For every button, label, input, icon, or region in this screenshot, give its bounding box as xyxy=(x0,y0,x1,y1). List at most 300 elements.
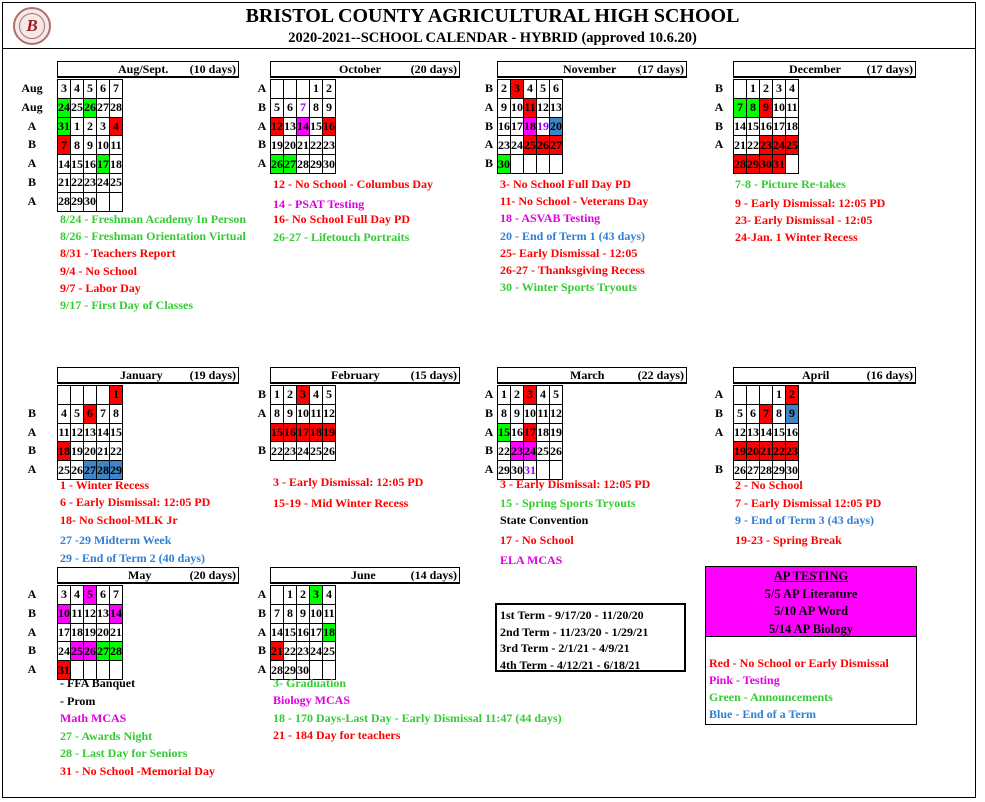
rotation-day-label: Aug xyxy=(21,81,43,95)
day-cell: 1 xyxy=(110,386,123,405)
week-row xyxy=(498,98,563,117)
rotation-day-label: A xyxy=(484,99,494,114)
day-cell: 14 xyxy=(110,604,123,623)
day-cell: 24 xyxy=(58,642,71,661)
term-line: 1st Term - 9/17/20 - 11/20/20 xyxy=(500,608,644,622)
calendar-note: 18 - ASVAB Testing xyxy=(500,211,601,226)
day-cell: 9 xyxy=(297,604,310,623)
empty-day-cell xyxy=(97,192,110,211)
day-cell: 12 xyxy=(71,423,84,442)
day-cell: 22 xyxy=(498,442,511,461)
day-cell: 6 xyxy=(97,586,110,605)
calendar-note: 26-27 - Thanksgiving Recess xyxy=(500,263,645,277)
day-cell: 12 xyxy=(323,404,336,423)
calendar-note: 15 - Spring Sports Tryouts xyxy=(500,496,636,510)
day-cell: 18 xyxy=(524,117,537,136)
day-cell: 3 xyxy=(511,80,524,99)
day-cell: 16 xyxy=(297,623,310,642)
week-row xyxy=(58,586,123,605)
month-grid xyxy=(270,79,336,174)
rotation-day-label: A xyxy=(484,137,494,152)
week-row xyxy=(58,604,123,623)
day-cell: 29 xyxy=(110,461,123,480)
day-cell: 11 xyxy=(71,604,84,623)
day-cell: 10 xyxy=(310,604,323,623)
day-cell: 5 xyxy=(71,404,84,423)
rotation-day-label: B xyxy=(714,118,723,133)
rotation-day-label: B xyxy=(484,118,493,133)
month-name: June xyxy=(351,568,376,582)
day-cell: 16 xyxy=(323,117,336,136)
day-cell: 12 xyxy=(537,98,550,117)
day-cell: 3 xyxy=(310,586,323,605)
calendar-note: 26-27 - Lifetouch Portraits xyxy=(273,230,410,244)
rotation-day-label: B xyxy=(484,443,493,458)
day-cell: 15 xyxy=(71,155,84,174)
day-cell: 6 xyxy=(97,80,110,99)
calendar-note: 27 - Awards Night xyxy=(60,728,153,743)
rotation-day-label: B xyxy=(714,405,723,420)
day-cell: 27 xyxy=(550,136,563,155)
day-cell: 29 xyxy=(747,155,760,174)
month-name: October xyxy=(339,62,381,76)
day-cell: 21 xyxy=(734,136,747,155)
day-cell: 9 xyxy=(498,98,511,117)
day-cell: 14 xyxy=(97,423,110,442)
empty-day-cell xyxy=(747,386,760,405)
calendar-note: 9/7 - Labor Day xyxy=(60,280,141,295)
week-row xyxy=(271,604,336,623)
day-cell: 2 xyxy=(84,117,97,136)
week-row xyxy=(271,423,336,442)
day-cell: 26 xyxy=(550,442,563,461)
week-row xyxy=(734,461,799,480)
day-cell: 11 xyxy=(58,423,71,442)
calendar-note: 14 - PSAT Testing xyxy=(273,197,365,211)
day-cell: 18 xyxy=(310,423,323,442)
day-cell: 23 xyxy=(498,136,511,155)
month-grid xyxy=(733,79,799,174)
day-cell: 31 xyxy=(58,661,71,680)
day-cell: 3 xyxy=(524,386,537,405)
day-cell: 6 xyxy=(747,404,760,423)
day-cell: 30 xyxy=(511,461,524,480)
day-cell: 19 xyxy=(323,423,336,442)
day-cell: 5 xyxy=(271,98,284,117)
day-cell: 29 xyxy=(284,661,297,680)
week-row xyxy=(58,98,123,117)
color-legend xyxy=(705,637,917,725)
week-row xyxy=(271,386,336,405)
month-name: November xyxy=(563,62,617,76)
day-cell: 18 xyxy=(58,442,71,461)
ap-testing-item: 5/14 AP Biology xyxy=(768,621,854,636)
rotation-day-label: A xyxy=(27,462,37,477)
day-cell: 27 xyxy=(97,98,110,117)
day-cell: 24 xyxy=(773,136,786,155)
rotation-day-label: B xyxy=(27,643,36,658)
calendar-note: Math MCAS xyxy=(60,711,127,726)
ap-testing-box xyxy=(705,566,917,637)
ap-testing-title: AP TESTING xyxy=(773,569,849,583)
day-cell: 11 xyxy=(537,404,550,423)
day-cell: 14 xyxy=(734,117,747,136)
day-cell: 24 xyxy=(58,98,71,117)
week-row xyxy=(734,155,799,174)
day-cell: 4 xyxy=(537,386,550,405)
term-line: 4th Term - 4/12/21 - 6/18/21 xyxy=(500,657,641,672)
month-day-count: (20 days) xyxy=(189,568,236,582)
day-cell: 29 xyxy=(498,461,511,480)
day-cell: 25 xyxy=(58,461,71,480)
day-cell: 30 xyxy=(498,155,511,174)
day-cell: 20 xyxy=(550,117,563,136)
month-name: April xyxy=(802,368,830,382)
empty-day-cell xyxy=(786,155,799,174)
empty-day-cell xyxy=(734,80,747,99)
calendar-note: 3 - Early Dismissal: 12:05 PD xyxy=(273,475,424,489)
day-cell: 17 xyxy=(97,155,110,174)
calendar-note: 2 - No School xyxy=(735,478,803,492)
calendar-note: State Convention xyxy=(500,513,589,527)
day-cell: 25 xyxy=(71,642,84,661)
day-cell: 23 xyxy=(284,442,297,461)
day-cell: 28 xyxy=(58,192,71,211)
day-cell: 26 xyxy=(84,642,97,661)
day-cell: 8 xyxy=(747,98,760,117)
day-cell: 10 xyxy=(97,136,110,155)
day-cell: 5 xyxy=(84,586,97,605)
day-cell: 31 xyxy=(58,117,71,136)
day-cell: 28 xyxy=(271,661,284,680)
day-cell: 8 xyxy=(71,136,84,155)
day-cell: 1 xyxy=(71,117,84,136)
calendar-note: 20 - End of Term 1 (43 days) xyxy=(500,228,646,243)
day-cell: 3 xyxy=(297,386,310,405)
month-title xyxy=(497,61,687,78)
month-name: May xyxy=(128,568,152,582)
day-cell: 20 xyxy=(97,623,110,642)
day-cell: 3 xyxy=(773,80,786,99)
empty-day-cell xyxy=(550,155,563,174)
rotation-day-label: B xyxy=(484,405,493,420)
day-cell: 26 xyxy=(84,98,97,117)
day-cell: 14 xyxy=(271,623,284,642)
calendar-note: 7-8 - Picture Re-takes xyxy=(735,177,846,191)
calendar-note: 8/24 - Freshman Academy In Person xyxy=(60,212,247,226)
rotation-day-label: A xyxy=(257,156,267,171)
day-cell: 15 xyxy=(271,423,284,442)
day-cell: 27 xyxy=(84,461,97,480)
month-title xyxy=(497,367,687,384)
day-cell: 10 xyxy=(58,604,71,623)
rotation-day-label: B xyxy=(257,443,266,458)
week-row xyxy=(271,623,336,642)
rotation-day-label: B xyxy=(257,387,266,401)
day-cell: 20 xyxy=(84,442,97,461)
calendar-note: Biology MCAS xyxy=(273,693,351,707)
day-cell: 7 xyxy=(110,80,123,99)
week-row xyxy=(58,423,123,442)
week-row xyxy=(498,117,563,136)
calendar-note: 1 - Winter Recess xyxy=(60,478,149,492)
calendar-note: 23- Early Dismissal - 12:05 xyxy=(735,213,873,227)
calendar-note: 27 -29 Midterm Week xyxy=(60,533,172,547)
calendar-note: 25- Early Dismissal - 12:05 xyxy=(500,245,638,260)
day-cell: 22 xyxy=(773,442,786,461)
day-cell: 16 xyxy=(498,117,511,136)
day-cell: 8 xyxy=(271,404,284,423)
school-seal-logo: B xyxy=(13,7,51,45)
month-grid xyxy=(57,385,123,480)
day-cell: 25 xyxy=(71,98,84,117)
day-cell: 3 xyxy=(58,80,71,99)
term-line: 2nd Term - 11/23/20 - 1/29/21 xyxy=(500,624,649,639)
day-cell: 1 xyxy=(498,386,511,405)
day-cell: 16 xyxy=(84,155,97,174)
empty-day-cell xyxy=(58,386,71,405)
day-cell: 27 xyxy=(284,155,297,174)
calendar-note: 7 - Early Dismissal 12:05 PD xyxy=(735,496,882,510)
week-row xyxy=(271,80,336,99)
day-cell: 14 xyxy=(297,117,310,136)
empty-day-cell xyxy=(271,586,284,605)
day-cell: 15 xyxy=(498,423,511,442)
day-cell: 24 xyxy=(511,136,524,155)
day-cell: 16 xyxy=(511,423,524,442)
month-day-count: (14 days) xyxy=(410,568,457,582)
day-cell: 26 xyxy=(734,461,747,480)
week-row xyxy=(58,117,123,136)
month-title xyxy=(270,567,460,584)
calendar-note: - FFA Banquet xyxy=(60,676,136,690)
day-cell: 3 xyxy=(97,117,110,136)
day-cell: 30 xyxy=(297,661,310,680)
day-cell: 4 xyxy=(524,80,537,99)
week-row xyxy=(271,642,336,661)
calendar-note: 15-19 - Mid Winter Recess xyxy=(273,496,409,510)
rotation-day-label: Aug xyxy=(21,99,43,114)
day-cell: 15 xyxy=(773,423,786,442)
day-cell: 11 xyxy=(310,404,323,423)
day-cell: 12 xyxy=(734,423,747,442)
empty-day-cell xyxy=(271,80,284,99)
month-grid xyxy=(270,385,336,461)
rotation-day-label: B xyxy=(27,405,36,420)
day-cell: 17 xyxy=(511,117,524,136)
calendar-note: - Prom xyxy=(60,693,96,708)
day-cell: 10 xyxy=(524,404,537,423)
week-row xyxy=(271,98,336,117)
rotation-day-label: A xyxy=(27,587,37,601)
calendar-note: 9/17 - First Day of Classes xyxy=(60,298,193,312)
day-cell: 18 xyxy=(110,155,123,174)
day-cell: 3 xyxy=(58,586,71,605)
day-cell: 26 xyxy=(323,442,336,461)
day-cell: 24 xyxy=(524,442,537,461)
day-cell: 24 xyxy=(97,173,110,192)
day-cell: 23 xyxy=(323,136,336,155)
day-cell: 4 xyxy=(58,404,71,423)
week-row xyxy=(271,136,336,155)
day-cell: 13 xyxy=(747,423,760,442)
week-row xyxy=(58,173,123,192)
day-cell: 20 xyxy=(284,136,297,155)
day-cell: 14 xyxy=(760,423,773,442)
legend-blue: Blue - End of a Term xyxy=(709,707,817,721)
day-cell: 25 xyxy=(310,442,323,461)
legend-pink: Pink - Testing xyxy=(709,673,780,687)
calendar-note: 12 - No School - Columbus Day xyxy=(273,177,434,191)
day-cell: 19 xyxy=(271,136,284,155)
week-row xyxy=(58,442,123,461)
calendar-note: 3 - Early Dismissal: 12:05 PD xyxy=(500,477,651,491)
day-cell: 26 xyxy=(271,155,284,174)
day-cell: 7 xyxy=(58,136,71,155)
day-cell: 25 xyxy=(786,136,799,155)
day-cell: 19 xyxy=(550,423,563,442)
empty-day-cell xyxy=(284,80,297,99)
rotation-day-label: B xyxy=(484,156,493,171)
rotation-day-label: A xyxy=(257,81,267,95)
day-cell: 1 xyxy=(284,586,297,605)
rotation-day-label: A xyxy=(27,156,37,171)
rotation-day-label: A xyxy=(27,662,37,677)
day-cell: 19 xyxy=(734,442,747,461)
month-day-count: (16 days) xyxy=(866,368,913,382)
header-divider xyxy=(3,48,976,49)
day-cell: 25 xyxy=(110,173,123,192)
day-cell: 17 xyxy=(58,623,71,642)
week-row xyxy=(58,404,123,423)
day-cell: 5 xyxy=(537,80,550,99)
day-cell: 4 xyxy=(71,80,84,99)
rotation-day-label: A xyxy=(257,405,267,420)
day-cell: 25 xyxy=(524,136,537,155)
week-row xyxy=(58,80,123,99)
rotation-day-label: B xyxy=(27,175,36,189)
month-grid xyxy=(270,585,336,680)
rotation-day-label: A xyxy=(257,118,267,133)
empty-day-cell xyxy=(110,192,123,211)
rotation-day-label: A xyxy=(484,424,494,439)
day-cell: 7 xyxy=(271,604,284,623)
day-cell: 16 xyxy=(786,423,799,442)
empty-day-cell xyxy=(97,386,110,405)
empty-day-cell xyxy=(297,80,310,99)
month-grid xyxy=(497,385,563,480)
rotation-day-label: A xyxy=(257,662,267,677)
rotation-day-label: B xyxy=(27,137,36,152)
week-row xyxy=(58,136,123,155)
empty-day-cell xyxy=(734,386,747,405)
month-title xyxy=(733,61,916,78)
day-cell: 10 xyxy=(511,98,524,117)
calendar-note: 3- Graduation xyxy=(273,676,347,690)
calendar-note: 16- No School Full Day PD xyxy=(273,212,411,226)
day-cell: 11 xyxy=(786,98,799,117)
rotation-day-label: A xyxy=(714,424,724,439)
day-cell: 11 xyxy=(524,98,537,117)
day-cell: 5 xyxy=(550,386,563,405)
week-row xyxy=(734,386,799,405)
day-cell: 22 xyxy=(71,173,84,192)
week-row xyxy=(271,586,336,605)
day-cell: 21 xyxy=(297,136,310,155)
day-cell: 25 xyxy=(323,642,336,661)
day-cell: 8 xyxy=(110,404,123,423)
day-cell: 18 xyxy=(71,623,84,642)
day-cell: 13 xyxy=(97,604,110,623)
day-cell: 8 xyxy=(498,404,511,423)
day-cell: 4 xyxy=(323,586,336,605)
week-row xyxy=(271,117,336,136)
day-cell: 13 xyxy=(284,117,297,136)
day-cell: 28 xyxy=(760,461,773,480)
month-day-count: (22 days) xyxy=(637,368,684,382)
day-cell: 21 xyxy=(110,623,123,642)
term-line: 3rd Term - 2/1/21 - 4/9/21 xyxy=(500,641,630,656)
calendar-note: 11- No School - Veterans Day xyxy=(500,194,649,209)
day-cell: 26 xyxy=(537,136,550,155)
month-title xyxy=(57,61,239,78)
day-cell: 15 xyxy=(110,423,123,442)
rotation-day-label: A xyxy=(27,193,37,208)
terms-box xyxy=(495,603,686,672)
empty-day-cell xyxy=(524,155,537,174)
week-row xyxy=(271,404,336,423)
day-cell: 28 xyxy=(734,155,747,174)
calendar-note: 18- No School-MLK Jr xyxy=(60,513,178,527)
day-cell: 1 xyxy=(747,80,760,99)
month-title xyxy=(733,367,916,384)
day-cell: 28 xyxy=(110,642,123,661)
day-cell: 22 xyxy=(310,136,323,155)
rotation-day-label: A xyxy=(27,624,37,639)
month-name: February xyxy=(331,368,380,382)
week-row xyxy=(58,623,123,642)
day-cell: 2 xyxy=(323,80,336,99)
day-cell: 29 xyxy=(71,192,84,211)
day-cell: 22 xyxy=(271,442,284,461)
empty-day-cell xyxy=(71,386,84,405)
week-row xyxy=(498,423,563,442)
day-cell: 1 xyxy=(271,386,284,405)
day-cell: 27 xyxy=(97,642,110,661)
week-row xyxy=(58,642,123,661)
day-cell: 24 xyxy=(310,642,323,661)
week-row xyxy=(734,404,799,423)
day-cell: 23 xyxy=(84,173,97,192)
day-cell: 18 xyxy=(323,623,336,642)
page-subtitle: 2020-2021--SCHOOL CALENDAR - HYBRID (approved 10.6.20) xyxy=(288,30,697,46)
day-cell: 22 xyxy=(110,442,123,461)
empty-day-cell xyxy=(760,386,773,405)
day-cell: 18 xyxy=(786,117,799,136)
calendar-note: 8/31 - Teachers Report xyxy=(60,246,176,261)
day-cell: 22 xyxy=(747,136,760,155)
day-cell: 12 xyxy=(84,604,97,623)
day-cell: 7 xyxy=(110,586,123,605)
day-cell: 26 xyxy=(71,461,84,480)
month-day-count: (20 days) xyxy=(410,62,457,76)
day-cell: 9 xyxy=(786,404,799,423)
day-cell: 30 xyxy=(84,192,97,211)
week-row xyxy=(734,442,799,461)
rotation-day-label: A xyxy=(484,387,494,401)
week-row xyxy=(271,442,336,461)
calendar-note: 9 - End of Term 3 (43 days) xyxy=(735,513,875,527)
